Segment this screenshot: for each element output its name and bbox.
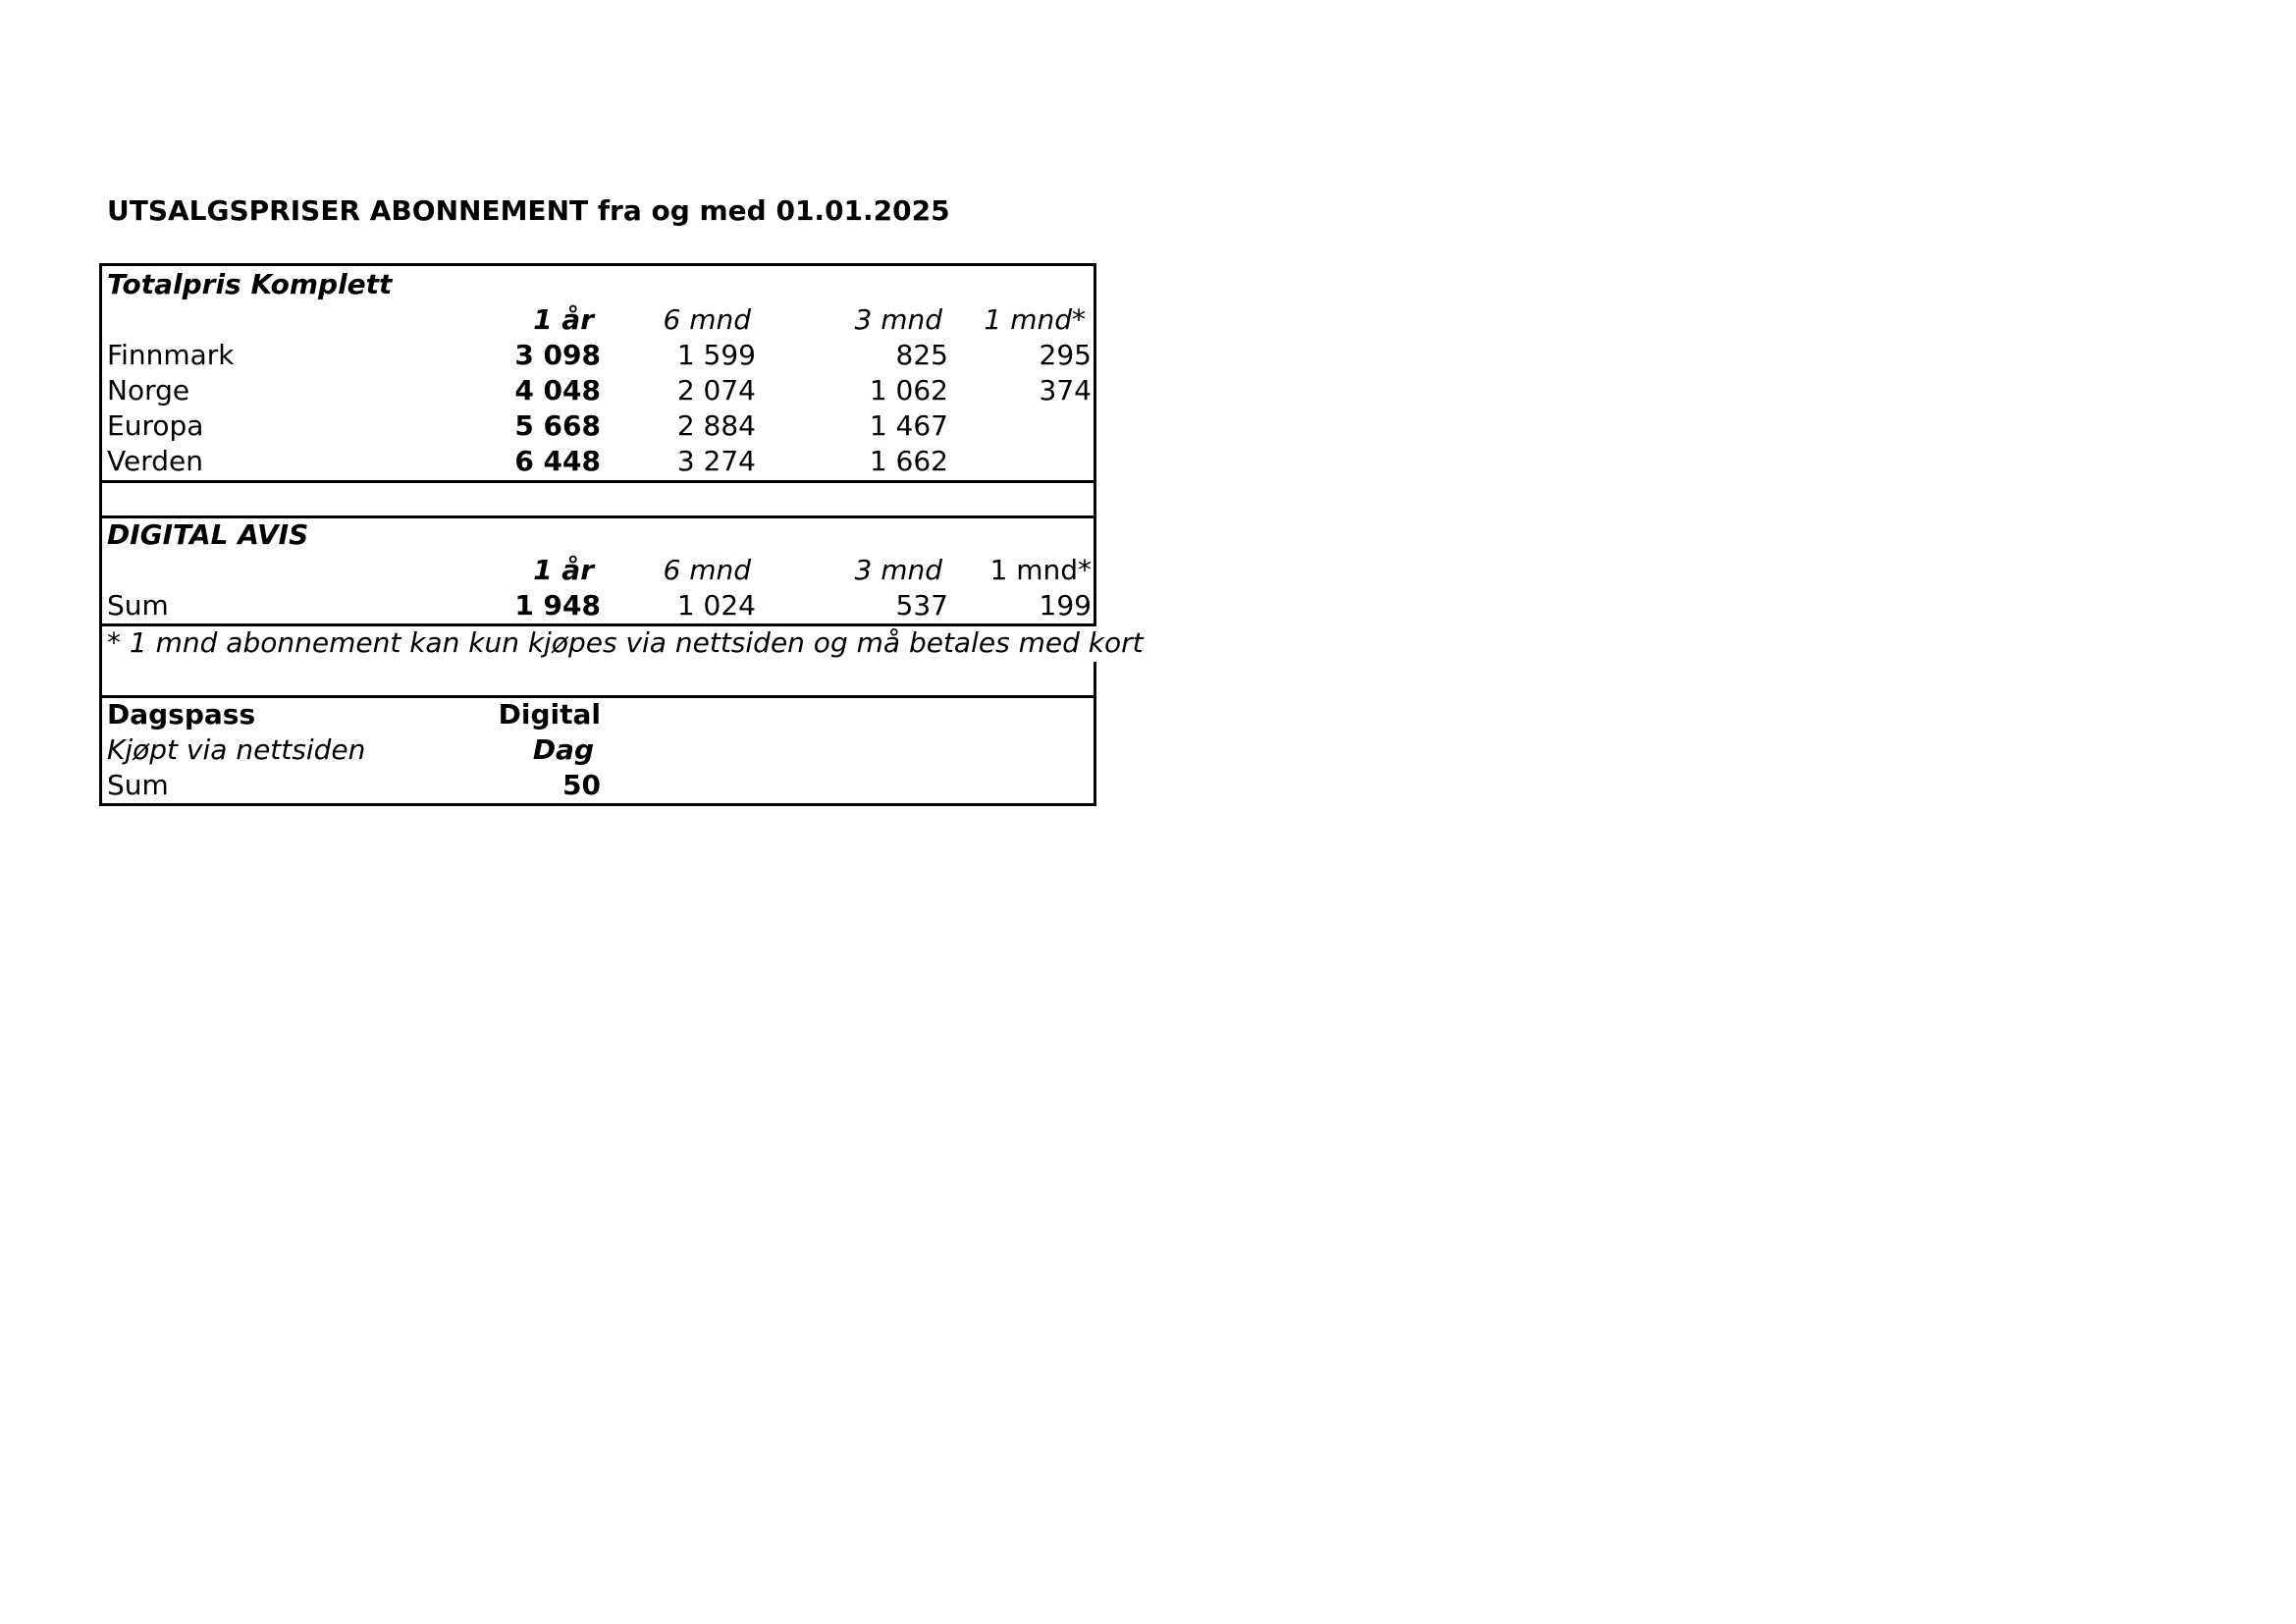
price-verden-6-months: 3 274	[676, 445, 756, 477]
divider-after-komplett	[99, 480, 1096, 483]
price-digital-1-year: 1 948	[514, 589, 601, 622]
dagspass-column-header-dag: Dag	[532, 733, 594, 766]
table-border-bottom	[99, 803, 1096, 806]
table-border-right-upper	[1094, 263, 1096, 626]
price-digital-6-months: 1 024	[676, 589, 756, 622]
price-finnmark-1-year: 3 098	[514, 339, 601, 371]
table-border-top	[99, 263, 1096, 266]
table-border-right-lower	[1094, 662, 1096, 806]
price-europa-6-months: 2 884	[676, 409, 756, 442]
price-verden-1-year: 6 448	[514, 445, 601, 477]
price-digital-1-month: 199	[1039, 589, 1092, 622]
page-title: UTSALGSPRISER ABONNEMENT fra og med 01.01.2025	[107, 194, 950, 227]
row-label-europa: Europa	[107, 409, 204, 442]
price-dagspass-day: 50	[562, 769, 601, 801]
column-header-1-month: 1 mnd*	[984, 303, 1086, 336]
digital-column-header-6-months: 6 mnd	[663, 554, 751, 586]
row-label-verden: Verden	[107, 445, 203, 477]
column-header-1-year: 1 år	[533, 303, 594, 336]
table-border-left	[99, 263, 102, 806]
row-label-norge: Norge	[107, 374, 190, 406]
digital-column-header-3-months: 3 mnd	[854, 554, 942, 586]
price-norge-1-month: 374	[1039, 374, 1092, 406]
price-finnmark-6-months: 1 599	[676, 339, 756, 371]
price-finnmark-3-months: 825	[895, 339, 948, 371]
dagspass-subheading: Kjøpt via nettsiden	[107, 733, 366, 766]
price-europa-3-months: 1 467	[869, 409, 948, 442]
price-norge-6-months: 2 074	[676, 374, 756, 406]
footnote: * 1 mnd abonnement kan kun kjøpes via nettsiden og må betales med kort	[107, 626, 1144, 659]
column-header-3-months: 3 mnd	[854, 303, 942, 336]
row-label-dagspass-sum: Sum	[107, 769, 169, 801]
price-finnmark-1-month: 295	[1039, 339, 1092, 371]
row-label-digital-sum: Sum	[107, 589, 169, 622]
row-label-finnmark: Finnmark	[107, 339, 235, 371]
section-heading-dagspass: Dagspass	[107, 698, 256, 731]
price-norge-3-months: 1 062	[869, 374, 948, 406]
price-norge-1-year: 4 048	[514, 374, 601, 406]
section-heading-komplett: Totalpris Komplett	[107, 268, 393, 300]
price-digital-3-months: 537	[895, 589, 948, 622]
digital-column-header-1-month: 1 mnd*	[989, 554, 1092, 586]
price-europa-1-year: 5 668	[514, 409, 601, 442]
digital-column-header-1-year: 1 år	[533, 554, 594, 586]
column-header-6-months: 6 mnd	[663, 303, 751, 336]
section-heading-digital: DIGITAL AVIS	[107, 518, 309, 551]
price-verden-3-months: 1 662	[869, 445, 948, 477]
dagspass-column-header-digital: Digital	[498, 698, 601, 731]
